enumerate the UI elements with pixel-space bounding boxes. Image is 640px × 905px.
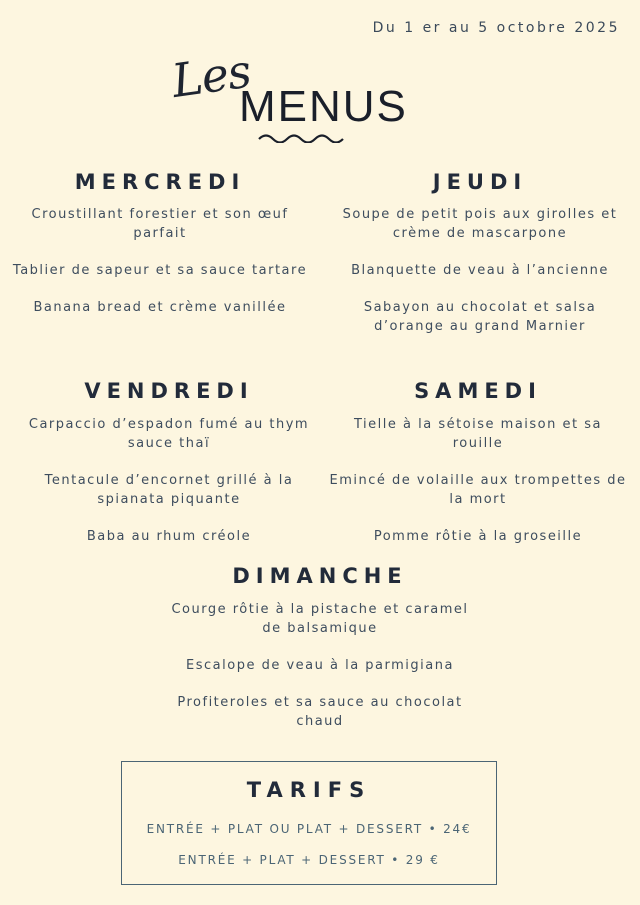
dish-item: Courge rôtie à la pistache et caramel de balsamique (171, 602, 469, 636)
tarifs-box (121, 761, 497, 885)
dish-item: Tielle à la sétoise maison et sa rouille (354, 417, 602, 451)
day-title-vendredi: VENDREDI (84, 379, 254, 403)
tarif-line: ENTRÉE + PLAT + DESSERT • 29 € (178, 853, 440, 867)
dish-item: Soupe de petit pois aux girolles et crème de mascarpone (342, 207, 618, 241)
dish-item: Emincé de volaille aux trompettes de la mort (329, 473, 627, 507)
day-dishes-jeudi (330, 205, 630, 354)
dish-item: Baba au rhum créole (86, 529, 252, 544)
day-title-dimanche: DIMANCHE (232, 564, 408, 588)
menu-title (168, 43, 412, 147)
date-range: Du 1 er au 5 octobre 2025 (372, 20, 620, 36)
dish-item: Tablier de sapeur et sa sauce tartare (12, 263, 308, 278)
tarif-line: ENTRÉE + PLAT OU PLAT + DESSERT • 24€ (146, 822, 472, 836)
wave-underline (258, 131, 346, 143)
day-title-jeudi: JEUDI (432, 170, 528, 194)
tarifs-title: TARIFS (246, 778, 372, 802)
dish-item: Croustillant forestier et son œuf parfait (31, 207, 289, 241)
day-title-mercredi: MERCREDI (74, 170, 246, 194)
day-dishes-samedi (328, 415, 628, 564)
main-title: MENUS (239, 82, 408, 131)
dish-item: Escalope de veau à la parmigiana (186, 658, 454, 673)
dish-item: Blanquette de veau à l’ancienne (351, 263, 609, 278)
dish-item: Carpaccio d’espadon fumé au thym sauce thaï (28, 417, 310, 451)
day-dishes-vendredi (10, 415, 328, 564)
day-title-samedi: SAMEDI (414, 379, 542, 403)
dish-item: Profiteroles et sa sauce au chocolat chaud (177, 695, 463, 729)
dish-item: Banana bread et crème vanillée (33, 300, 287, 315)
dish-item: Tentacule d’encornet grillé à la spianata piquante (44, 473, 294, 507)
dish-item: Pomme rôtie à la groseille (373, 529, 583, 544)
script-title: Les (168, 43, 254, 108)
day-dishes-dimanche (170, 600, 470, 749)
day-dishes-mercredi (10, 205, 310, 335)
dish-item: Sabayon au chocolat et salsa d’orange au grand Marnier (363, 300, 597, 334)
